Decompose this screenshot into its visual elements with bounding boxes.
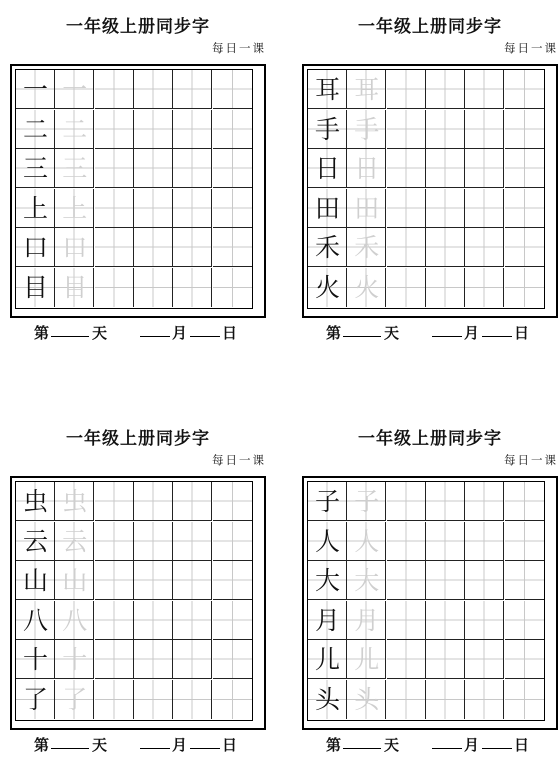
model-character: 一: [22, 75, 48, 104]
grid-cell[interactable]: [308, 680, 347, 719]
grid-row: [308, 189, 543, 228]
trace-character: 火: [354, 272, 380, 302]
grid-cell[interactable]: [387, 482, 426, 521]
grid-cell[interactable]: [95, 110, 134, 149]
grid-cell[interactable]: [505, 189, 544, 228]
grid-cell[interactable]: [505, 680, 544, 719]
grid-cell[interactable]: [16, 268, 55, 307]
grid-cell[interactable]: [465, 680, 504, 719]
grid-cell[interactable]: [308, 189, 347, 228]
trace-character: 大: [354, 566, 380, 595]
grid-row: [16, 680, 251, 719]
grid-cell[interactable]: [505, 561, 544, 600]
footer-di-label: 第: [34, 736, 50, 754]
footer-ri-label: 日: [514, 324, 530, 342]
grid-cell[interactable]: [173, 149, 212, 188]
grid-cell[interactable]: [173, 601, 212, 640]
grid-cell[interactable]: [95, 522, 134, 561]
grid-cell[interactable]: [465, 189, 504, 228]
grid-cell[interactable]: [134, 268, 173, 307]
trace-character: 口: [62, 233, 88, 262]
model-character: 上: [22, 193, 48, 223]
trace-character: 子: [354, 487, 380, 516]
model-character: 儿: [314, 645, 340, 674]
grid-cell[interactable]: [465, 522, 504, 561]
grid-cell[interactable]: [426, 680, 465, 719]
trace-character: 二: [62, 114, 88, 144]
grid-cell[interactable]: [95, 149, 134, 188]
grid-cell[interactable]: [465, 228, 504, 267]
grid-row: [16, 482, 251, 521]
grid-cell[interactable]: [505, 70, 544, 109]
grid-cell[interactable]: [55, 561, 94, 600]
grid-cell[interactable]: [134, 640, 173, 679]
grid-cell[interactable]: [134, 680, 173, 719]
writing-grid-frame: [10, 64, 266, 318]
grid-row: [308, 228, 543, 267]
grid-cell[interactable]: [55, 110, 94, 149]
grid-cell[interactable]: [55, 268, 94, 307]
trace-character: 月: [354, 605, 380, 635]
grid-cell[interactable]: [308, 110, 347, 149]
grid-cell[interactable]: [16, 110, 55, 149]
grid-row: [16, 268, 251, 307]
grid-cell[interactable]: [308, 149, 347, 188]
grid-cell[interactable]: [55, 482, 94, 521]
grid-cell[interactable]: [308, 601, 347, 640]
trace-character: 山: [62, 566, 88, 595]
grid-cell[interactable]: [95, 680, 134, 719]
footer-yue-label: 月: [464, 324, 480, 342]
trace-character: 虫: [62, 487, 88, 516]
grid-cell[interactable]: [134, 561, 173, 600]
grid-cell[interactable]: [95, 561, 134, 600]
grid-cell[interactable]: [95, 228, 134, 267]
grid-row: [308, 268, 543, 307]
footer-di-label: 第: [326, 736, 342, 754]
grid-cell[interactable]: [387, 640, 426, 679]
grid-cell[interactable]: [213, 70, 252, 109]
grid-cell[interactable]: [55, 189, 94, 228]
model-character: 耳: [314, 75, 340, 104]
grid-cell[interactable]: [347, 601, 386, 640]
grid-cell[interactable]: [387, 522, 426, 561]
grid-cell[interactable]: [55, 640, 94, 679]
grid-cell[interactable]: [95, 189, 134, 228]
grid-cell[interactable]: [426, 482, 465, 521]
grid-cell[interactable]: [16, 601, 55, 640]
grid-cell[interactable]: [426, 189, 465, 228]
grid-row: [308, 601, 543, 640]
footer-yue-label: 月: [464, 736, 480, 754]
grid-cell[interactable]: [426, 522, 465, 561]
footer-di-label: 第: [34, 324, 50, 342]
grid-cell[interactable]: [505, 228, 544, 267]
grid-cell[interactable]: [213, 561, 252, 600]
grid-cell[interactable]: [426, 149, 465, 188]
writing-grid-frame: [302, 64, 558, 318]
grid-row: [16, 522, 251, 561]
grid-cell[interactable]: [505, 482, 544, 521]
grid-cell[interactable]: [505, 601, 544, 640]
grid-cell[interactable]: [95, 640, 134, 679]
grid-cell[interactable]: [347, 70, 386, 109]
grid-cell[interactable]: [387, 228, 426, 267]
grid-cell[interactable]: [134, 70, 173, 109]
trace-character: 目: [62, 272, 88, 302]
grid-cell[interactable]: [213, 640, 252, 679]
grid-cell[interactable]: [134, 149, 173, 188]
sheet-title: 一年级上册同步字: [66, 429, 210, 449]
grid-cell[interactable]: [134, 110, 173, 149]
trace-character: 儿: [354, 645, 380, 674]
footer-yue-label: 月: [172, 736, 188, 754]
grid-row: [16, 110, 251, 149]
model-character: 人: [314, 526, 340, 556]
grid-cell[interactable]: [55, 522, 94, 561]
grid-cell[interactable]: [426, 268, 465, 307]
grid-cell[interactable]: [16, 189, 55, 228]
grid-row: [308, 149, 543, 188]
grid-cell[interactable]: [173, 268, 212, 307]
trace-character: 了: [62, 684, 88, 714]
grid-cell[interactable]: [505, 522, 544, 561]
grid-cell[interactable]: [347, 522, 386, 561]
grid-cell[interactable]: [387, 680, 426, 719]
grid-cell[interactable]: [426, 640, 465, 679]
grid-row: [16, 189, 251, 228]
grid-cell[interactable]: [173, 561, 212, 600]
grid-cell[interactable]: [16, 640, 55, 679]
grid-cell[interactable]: [55, 149, 94, 188]
grid-cell[interactable]: [426, 601, 465, 640]
grid-cell[interactable]: [465, 482, 504, 521]
grid-cell[interactable]: [347, 482, 386, 521]
grid-cell[interactable]: [347, 149, 386, 188]
grid-cell[interactable]: [347, 110, 386, 149]
grid-cell[interactable]: [505, 149, 544, 188]
grid-row: [16, 228, 251, 267]
grid-cell[interactable]: [347, 268, 386, 307]
footer-tian-label: 天: [92, 324, 108, 342]
grid-cell[interactable]: [55, 70, 94, 109]
grid-cell[interactable]: [387, 189, 426, 228]
model-character: 月: [314, 605, 340, 635]
grid-row: [308, 640, 543, 679]
footer-tian-label: 天: [92, 736, 108, 754]
grid-cell[interactable]: [387, 149, 426, 188]
grid-cell[interactable]: [55, 228, 94, 267]
grid-cell[interactable]: [505, 640, 544, 679]
footer-ri-label: 日: [222, 324, 238, 342]
grid-cell[interactable]: [16, 522, 55, 561]
footer-ri-label: 日: [514, 736, 530, 754]
grid-cell[interactable]: [465, 601, 504, 640]
sheet-subtitle: 每日一课: [504, 41, 558, 55]
grid-row: [16, 70, 251, 109]
grid-cell[interactable]: [426, 561, 465, 600]
grid-cell[interactable]: [173, 680, 212, 719]
writing-grid: [307, 69, 545, 309]
grid-cell[interactable]: [347, 680, 386, 719]
trace-character: 头: [354, 684, 380, 714]
grid-cell[interactable]: [308, 70, 347, 109]
grid-cell[interactable]: [173, 189, 212, 228]
grid-row: [308, 482, 543, 521]
grid-cell[interactable]: [173, 482, 212, 521]
trace-character: 耳: [354, 75, 380, 104]
sheet-title: 一年级上册同步字: [358, 17, 502, 37]
grid-cell[interactable]: [55, 680, 94, 719]
grid-cell[interactable]: [387, 70, 426, 109]
grid-cell[interactable]: [173, 228, 212, 267]
grid-cell[interactable]: [426, 110, 465, 149]
grid-cell[interactable]: [465, 149, 504, 188]
grid-cell[interactable]: [465, 640, 504, 679]
model-character: 火: [314, 272, 340, 302]
grid-cell[interactable]: [347, 228, 386, 267]
grid-cell[interactable]: [465, 70, 504, 109]
grid-row: [308, 561, 543, 600]
grid-cell[interactable]: [505, 268, 544, 307]
grid-cell[interactable]: [387, 110, 426, 149]
grid-cell[interactable]: [173, 640, 212, 679]
writing-grid: [15, 69, 253, 309]
grid-cell[interactable]: [308, 268, 347, 307]
footer-di-label: 第: [326, 324, 342, 342]
grid-cell[interactable]: [134, 228, 173, 267]
model-character: 头: [314, 684, 340, 714]
model-character: 口: [22, 233, 48, 262]
model-character: 田: [314, 193, 340, 223]
grid-cell[interactable]: [213, 601, 252, 640]
grid-cell[interactable]: [213, 189, 252, 228]
model-character: 禾: [314, 233, 340, 262]
grid-cell[interactable]: [173, 110, 212, 149]
model-character: 目: [22, 272, 48, 302]
grid-row: [308, 70, 543, 109]
trace-character: 禾: [354, 233, 380, 262]
grid-cell[interactable]: [213, 149, 252, 188]
grid-cell[interactable]: [134, 189, 173, 228]
footer-tian-label: 天: [384, 736, 400, 754]
grid-row: [16, 601, 251, 640]
grid-cell[interactable]: [387, 561, 426, 600]
grid-cell[interactable]: [213, 680, 252, 719]
model-character: 手: [314, 114, 340, 144]
model-character: 三: [22, 154, 48, 183]
writing-grid-frame: [302, 476, 558, 730]
trace-character: 上: [62, 193, 88, 223]
trace-character: 日: [354, 154, 380, 183]
sheet-title: 一年级上册同步字: [358, 429, 502, 449]
model-character: 了: [22, 684, 48, 714]
model-character: 子: [314, 487, 340, 516]
grid-cell[interactable]: [213, 268, 252, 307]
trace-character: 十: [62, 645, 88, 674]
grid-cell[interactable]: [16, 482, 55, 521]
sheet-title: 一年级上册同步字: [66, 17, 210, 37]
grid-cell[interactable]: [347, 640, 386, 679]
grid-cell[interactable]: [95, 268, 134, 307]
sheet-subtitle: 每日一课: [212, 453, 266, 467]
grid-cell[interactable]: [308, 522, 347, 561]
writing-grid: [15, 481, 253, 721]
model-character: 二: [22, 114, 48, 144]
grid-cell[interactable]: [134, 601, 173, 640]
sheet-subtitle: 每日一课: [212, 41, 266, 55]
grid-cell[interactable]: [16, 228, 55, 267]
footer-yue-label: 月: [172, 324, 188, 342]
grid-cell[interactable]: [465, 561, 504, 600]
grid-cell[interactable]: [213, 482, 252, 521]
grid-cell[interactable]: [465, 110, 504, 149]
model-character: 日: [314, 154, 340, 183]
grid-cell[interactable]: [95, 70, 134, 109]
trace-character: 一: [62, 75, 88, 104]
trace-character: 田: [354, 193, 380, 223]
trace-character: 八: [62, 605, 88, 635]
trace-character: 人: [354, 526, 380, 556]
grid-cell[interactable]: [173, 522, 212, 561]
grid-cell[interactable]: [387, 601, 426, 640]
grid-cell[interactable]: [95, 601, 134, 640]
grid-cell[interactable]: [55, 601, 94, 640]
writing-grid-frame: [10, 476, 266, 730]
grid-cell[interactable]: [134, 482, 173, 521]
grid-cell[interactable]: [213, 522, 252, 561]
grid-row: [16, 149, 251, 188]
grid-cell[interactable]: [308, 228, 347, 267]
grid-cell[interactable]: [426, 228, 465, 267]
grid-cell[interactable]: [505, 110, 544, 149]
grid-row: [16, 640, 251, 679]
grid-cell[interactable]: [95, 482, 134, 521]
writing-grid: [307, 481, 545, 721]
grid-row: [16, 561, 251, 600]
trace-character: 手: [354, 114, 380, 144]
grid-cell[interactable]: [16, 680, 55, 719]
grid-cell[interactable]: [347, 189, 386, 228]
model-character: 云: [22, 526, 48, 556]
footer-tian-label: 天: [384, 324, 400, 342]
grid-cell[interactable]: [213, 228, 252, 267]
model-character: 十: [22, 645, 48, 674]
grid-cell[interactable]: [308, 561, 347, 600]
grid-cell[interactable]: [308, 640, 347, 679]
grid-cell[interactable]: [465, 268, 504, 307]
model-character: 八: [22, 605, 48, 635]
model-character: 山: [22, 566, 48, 595]
trace-character: 三: [62, 154, 88, 183]
grid-cell[interactable]: [16, 70, 55, 109]
trace-character: 云: [62, 526, 88, 556]
grid-cell[interactable]: [134, 522, 173, 561]
grid-row: [308, 110, 543, 149]
model-character: 虫: [22, 487, 48, 516]
grid-cell[interactable]: [347, 561, 386, 600]
model-character: 大: [314, 566, 340, 595]
footer-ri-label: 日: [222, 736, 238, 754]
grid-cell[interactable]: [213, 110, 252, 149]
sheet-subtitle: 每日一课: [504, 453, 558, 467]
grid-cell[interactable]: [426, 70, 465, 109]
grid-cell[interactable]: [16, 149, 55, 188]
grid-cell[interactable]: [16, 561, 55, 600]
grid-row: [308, 680, 543, 719]
grid-cell[interactable]: [308, 482, 347, 521]
grid-cell[interactable]: [173, 70, 212, 109]
grid-cell[interactable]: [387, 268, 426, 307]
grid-row: [308, 522, 543, 561]
